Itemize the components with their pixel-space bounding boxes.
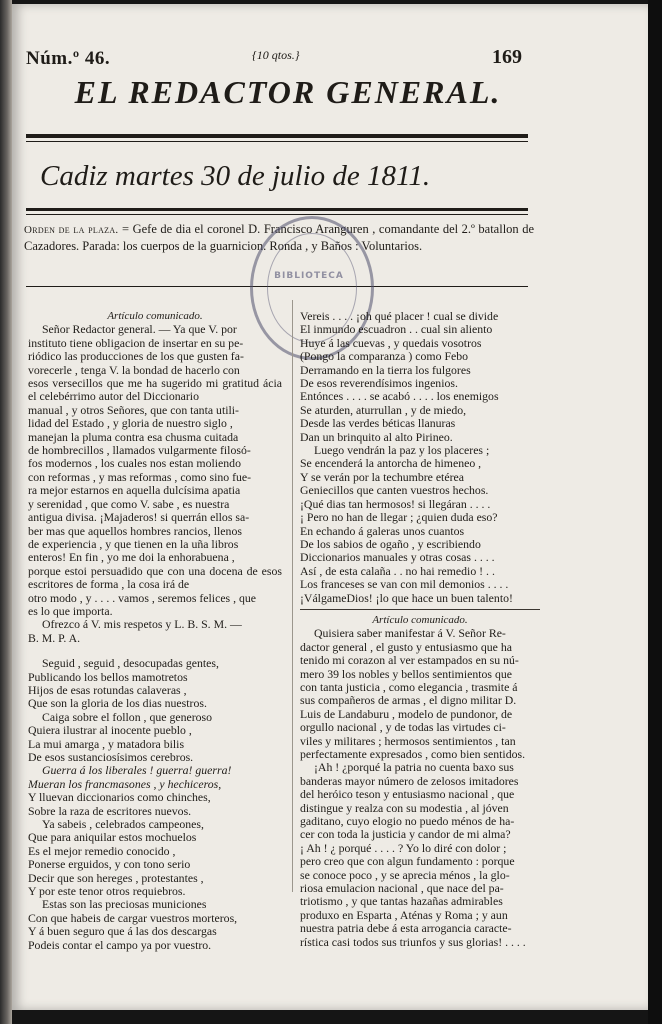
- right-article-heading: Artículo comunicado.: [372, 613, 468, 626]
- verse-line: Y por este tenor otros requiebros.: [28, 885, 186, 899]
- prose-line: riódico las producciones de los que gusten fa-: [28, 350, 244, 364]
- prose-line: enteros! En fin , yo me doi la enhorabuena ,: [28, 551, 235, 565]
- title-rule-thick: [26, 134, 528, 138]
- prose-line: esos versecillos que me ha sugerido mi gratitud ácia el celebérrimo autor del Diccionario: [28, 377, 282, 404]
- prose-line: otro modo , y . . . . vamos , seremos felices , que: [28, 591, 257, 605]
- verse-line: Hijos de esas rotundas calaveras ,: [28, 683, 187, 697]
- verse-line: Guerra á los liberales ! guerra! guerra!: [42, 764, 232, 778]
- prose-line: se conoce poco , y se aprecia ménos , la glo-: [300, 868, 510, 882]
- right-column: [300, 310, 540, 949]
- left-verse: [28, 657, 282, 952]
- verse-line: Geniecillos que canten vuestros hechos.: [300, 484, 489, 498]
- prose-line: manejan la pluma contra esa chusma cuitada: [28, 430, 239, 444]
- newspaper-title: EL REDACTOR GENERAL.: [74, 74, 502, 110]
- left-article-prose: [28, 323, 282, 645]
- orden-text: = Gefe de dia el coronel D. Francisco Aranguren , comandante del 2.º batallon de Cazadores. Parada: los cuerpos de la guarnicion. Ronda , y Baños : Voluntarios.: [24, 222, 535, 253]
- prose-line: Señor Redactor general. — Ya que V. por: [42, 323, 237, 337]
- prose-line: fos modernos , los cuales nos estan moliendo: [28, 457, 241, 471]
- article-separator: [300, 609, 540, 610]
- verse-line: El inmundo escuadron . . cual sin aliento: [300, 323, 493, 337]
- title-rule-thin: [26, 141, 528, 142]
- verse-line: Huye á las cuevas , y quedais vosotros: [300, 336, 482, 350]
- verse-line: Sobre la raza de escritores nuevos.: [28, 804, 192, 818]
- prose-line: nuestra patria debe á esta arrogancia caracte-: [300, 922, 512, 936]
- date-rule-thin: [26, 214, 528, 215]
- verse-line: Dan un brinquito al alto Pirineo.: [300, 430, 453, 444]
- prose-line: rística casi todos sus triunfos y sus glorias! . . . .: [300, 935, 526, 949]
- prose-line: antigua divisa. ¡Majaderos! si querrán ellos sa-: [28, 511, 250, 525]
- verse-line: ¡VálgameDios! ¡lo que hace un buen talento!: [300, 591, 513, 605]
- newspaper-page: [12, 4, 648, 1010]
- prose-line: con tanta justicia , como elegancia , trasmite á: [300, 680, 518, 694]
- prose-line: dactor general , el gusto y entusiasmo que ha: [300, 640, 512, 654]
- verse-line: Que para aniquilar estos mochuelos: [28, 831, 197, 845]
- date-rule-thick: [26, 208, 528, 211]
- prose-line: Ofrezco á V. mis respetos y L. B. S. M. —: [42, 618, 242, 632]
- left-column: [28, 310, 282, 952]
- scan-border: [648, 0, 662, 1024]
- prose-line: cer con toda la justicia y candor de mi alma?: [300, 828, 511, 842]
- prose-line: de experiencia , y que tienen en la uña libros: [28, 537, 239, 551]
- prose-line: y serenidad , que como V. sabe , es nuestra: [28, 497, 230, 511]
- prose-line: del heróico teson y entusiasmo nacional , que: [300, 788, 515, 802]
- right-verse: [300, 310, 540, 605]
- verse-line: Estas son las preciosas municiones: [42, 898, 207, 912]
- verse-line: Desde las verdes béticas llanuras: [300, 417, 456, 431]
- prose-line: viles y militares ; hermosos sentimientos , tan: [300, 734, 516, 748]
- issue-number: Núm.º 46.: [26, 48, 111, 69]
- prose-line: con reformas , y mas reformas , como sino fue-: [28, 470, 252, 484]
- verse-line: En echando á galeras unos cuantos: [300, 524, 465, 538]
- prose-line: riosa emulacion nacional , que nace del pa-: [300, 882, 504, 896]
- verse-line: Ponerse erguidos, y con tono serio: [28, 858, 191, 872]
- verse-line: Los franceses se van con mil demonios . . . .: [300, 578, 509, 592]
- prose-line: lidad del Estado , y gloria de nuestro siglo ,: [28, 417, 233, 431]
- issue-price: {10 qtos.}: [252, 48, 300, 62]
- prose-line: de hombrecillos , llamados vulgarmente filosó-: [28, 444, 251, 458]
- verse-line: Ya sabeis , celebrados campeones,: [42, 818, 204, 832]
- verse-line: De esos sustanciosísimos cerebros.: [28, 751, 194, 764]
- prose-line: orgullo nacional , y de todas las virtudes ci-: [300, 721, 506, 735]
- prose-line: Quisiera saber manifestar á V. Señor Re-: [314, 627, 506, 641]
- verse-line: Quiera ilustrar al inocente pueblo ,: [28, 724, 192, 738]
- prose-line: B. M. P. A.: [28, 631, 81, 645]
- prose-line: produxo en Esparta , Aténas y Roma ; y aun: [300, 908, 508, 922]
- verse-line: Se encenderá la antorcha de himeneo ,: [300, 457, 482, 471]
- prose-line: es lo que importa.: [28, 604, 113, 618]
- prose-line: ¡Ah ! ¿porqué la patria no cuenta baxo sus: [314, 761, 514, 775]
- verse-line: Decir que son hereges , protestantes ,: [28, 871, 204, 885]
- verse-line: Es el mejor remedio conocido ,: [28, 844, 176, 858]
- dateline: Cadiz martes 30 de julio de 1811.: [40, 160, 431, 192]
- verse-line: Diccionarios manuales y otras cosas . . . .: [300, 551, 495, 565]
- prose-line: Luis de Landaburu , modelo de pundonor, de: [300, 707, 513, 721]
- verse-line: Que son la gloria de los dias nuestros.: [28, 697, 207, 711]
- prose-line: pero creo que con algun fundamento : porque: [300, 855, 515, 869]
- prose-line: ra mejor estarnos en aquella dulcísima apatia: [28, 484, 241, 498]
- verse-line: Publicando los bellos mamotretos: [28, 670, 188, 684]
- verse-line: ¡Qué dias tan hermosos! si llegáran . . . .: [300, 497, 491, 511]
- verse-line: De esos reverendísimos ingenios.: [300, 377, 458, 391]
- verse-line: Y se verán por la techumbre etérea: [300, 470, 464, 484]
- verse-line: Seguid , seguid , desocupadas gentes,: [42, 657, 219, 671]
- prose-line: sus compañeros de armas , el digno militar D.: [300, 694, 517, 708]
- column-divider: [292, 300, 293, 892]
- verse-line: Y á buen seguro que á las dos descargas: [28, 925, 217, 939]
- page-number: 169: [492, 46, 522, 68]
- orden-label: Orden de la plaza.: [24, 224, 119, 236]
- left-article-heading: Artículo comunicado.: [107, 310, 203, 322]
- prose-line: vorecerle , tenga V. la bondad de hacerlo con: [28, 363, 240, 377]
- prose-line: banderas mayor número de zelosos imitadores: [300, 774, 519, 788]
- verse-line: ¡ Pero no han de llegar ; ¿quien duda eso?: [300, 511, 498, 525]
- verse-line: Así , de esta calaña . . no hai remedio ! . .: [300, 564, 495, 578]
- prose-line: mero 39 los nobles y bellos sentimientos que: [300, 667, 512, 681]
- verse-line: La mui amarga , y matadora bilis: [28, 737, 185, 751]
- prose-line: distingue y realza con su modestia , al jóven: [300, 801, 509, 815]
- prose-line: tenido mi corazon al ver estampados en su nú-: [300, 654, 519, 668]
- book-spine: [0, 0, 12, 1024]
- prose-line: triotismo , y que tantas hazañas admirables: [300, 895, 503, 909]
- verse-line: Y lluevan diccionarios como chinches,: [28, 791, 211, 805]
- prose-line: gaditano, cuyo elogio no puedo ménos de ha-: [300, 815, 515, 829]
- verse-line: Derramando en la tierra los fulgores: [300, 363, 471, 377]
- verse-line: Entónces . . . . se acabó . . . . los enemigos: [300, 390, 499, 404]
- prose-line: porque estoi persuadido que con una docena de esos escritores de forma , la cosa irá de: [28, 564, 282, 592]
- prose-line: perfectamente expresados , como bien sentidos.: [300, 748, 526, 761]
- prose-line: manual , y otros Señores, que con tanta utili-: [28, 403, 239, 417]
- verse-line: Vereis . . . . ¡oh qué placer ! cual se divide: [300, 310, 499, 323]
- verse-line: Caiga sobre el follon , que generoso: [42, 710, 213, 724]
- prose-line: instituto tiene obligacion de insertar en su pe-: [28, 336, 244, 350]
- verse-line: (Pongo la comparanza ) como Febo: [300, 350, 469, 364]
- verse-line: De los sabios de ogaño , y escribiendo: [300, 537, 481, 551]
- verse-line: Mueran los francmasones , y hechiceros,: [28, 777, 222, 791]
- prose-line: ¡ Ah ! ¿ porqué . . . . ? Yo lo diré con dolor ;: [300, 841, 507, 855]
- verse-line: Luego vendrán la paz y los placeres ;: [314, 444, 490, 458]
- verse-line: Podeis contar el campo ya por vuestro.: [28, 938, 212, 952]
- stamp-text: BIBLIOTECA: [274, 271, 344, 281]
- verse-line: Con que habeis de cargar vuestros morteros,: [28, 911, 238, 925]
- prose-line: ber mas que aquellos hombres rancios, llenos: [28, 524, 242, 538]
- right-article-prose: [300, 627, 540, 949]
- verse-line: Se aturden, aturrullan , y de miedo,: [300, 403, 467, 417]
